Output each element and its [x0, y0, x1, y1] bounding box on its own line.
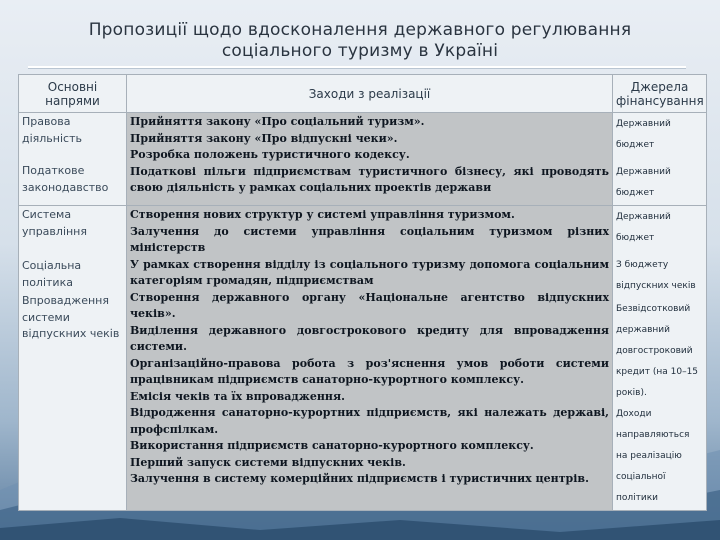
- measure-item: Емісія чеків та їх впровадження.: [130, 389, 345, 403]
- slide-title-line-2: соціального туризму в Україні: [221, 41, 499, 61]
- proposals-table: [18, 74, 707, 511]
- source-item: З бюджету відпускних чеків: [616, 260, 696, 291]
- direction-item: Впровадження системи відпускних чеків: [22, 294, 120, 340]
- measure-item: Залучення в систему комерційних підприємств і туристичних центрів.: [130, 472, 589, 485]
- header-sources: Джерела фінансування: [613, 75, 707, 113]
- table-row: [19, 206, 707, 511]
- header-directions: Основні напрями: [19, 75, 127, 113]
- measure-item: У рамках створення відділу із соціального туризму допомога соціальним категоріям громадян, підприємствам: [130, 257, 609, 287]
- directions-cell: [19, 113, 127, 206]
- source-item: Державний бюджет: [616, 167, 671, 198]
- measure-item: Розробка положень туристичного кодексу.: [130, 148, 410, 161]
- direction-item: Правова діяльність: [22, 115, 82, 145]
- directions-cell: [19, 206, 127, 511]
- measure-item: Відродження санаторно-курортних підприємств, які належать державі, профспілкам.: [130, 406, 609, 436]
- header-measures: Заходи з реалізації: [127, 75, 613, 113]
- direction-item: Система управління: [22, 208, 87, 238]
- measure-item: Залучення до системи управління соціальним туризмом різних міністерств: [130, 224, 609, 254]
- sources-cell: [613, 113, 707, 206]
- title-divider: [28, 66, 686, 68]
- measure-item: Прийняття закону «Про відпускні чеки».: [130, 131, 398, 145]
- measure-item: Виділення державного довгострокового кредиту для впровадження системи.: [130, 323, 609, 353]
- slide-title: [60, 20, 660, 62]
- table-header-row: [19, 75, 707, 113]
- sources-cell: [613, 206, 707, 511]
- slide-title-line-1: Пропозиції щодо вдосконалення державного регулювання: [88, 20, 632, 40]
- source-item: Доходи направляються на реалізацію соціальної політики: [616, 409, 690, 503]
- source-item: Безвідсотковий державний довгостроковий кредит (на 10–15 років).: [616, 304, 699, 398]
- measure-item: Податкові пільги підприємствам туристичного бізнесу, які проводять свою діяльність у рамках соціальних проектів держави: [130, 164, 609, 194]
- measure-item: Прийняття закону «Про соціальний туризм».: [130, 115, 425, 128]
- measure-item: Перший запуск системи відпускних чеків.: [130, 455, 406, 469]
- direction-item: Соціальна політика: [22, 259, 82, 289]
- measure-item: Організаційно-правова робота з роз'яснення умов роботи системи працівникам підприємств санаторно-курортного комплексу.: [130, 356, 609, 386]
- source-item: Державний бюджет: [616, 119, 671, 150]
- measures-cell: [127, 206, 613, 511]
- direction-item: Податкове законодавство: [22, 164, 109, 194]
- measures-cell: [127, 113, 613, 206]
- measure-item: Створення державного органу «Національне агентство відпускних чеків».: [130, 290, 609, 320]
- table-row: [19, 113, 707, 206]
- measure-item: Створення нових структур у системі управління туризмом.: [130, 208, 515, 221]
- source-item: Державний бюджет: [616, 212, 671, 243]
- measure-item: Використання підприємств санаторно-курортного комплексу.: [130, 439, 534, 452]
